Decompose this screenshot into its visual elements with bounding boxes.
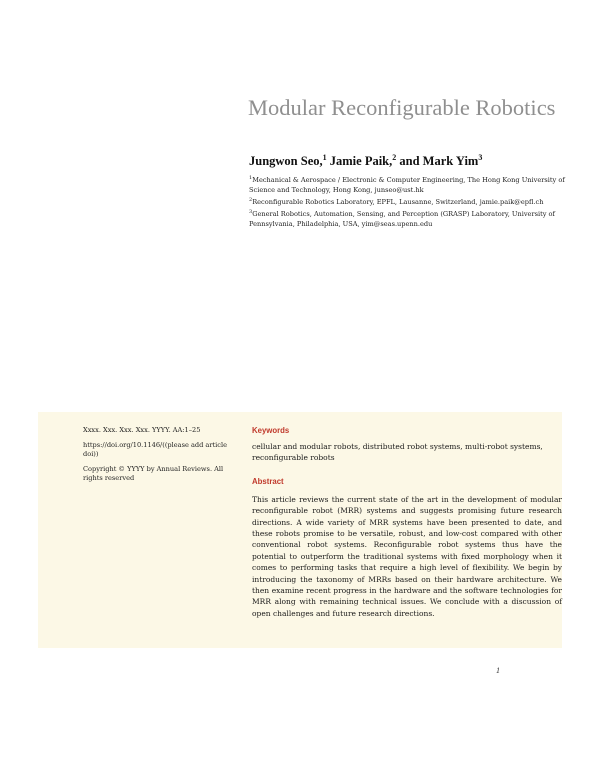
affiliation-mark: 3 [249,209,253,215]
citation-info: Xxxx. Xxx. Xxx. Xxx. YYYY. AA:1–25 [83,426,201,434]
doi-link[interactable]: https://doi.org/10.1146/((please add article doi)) [83,440,227,459]
affiliation-mark: 2 [249,197,253,203]
paper-title: Modular Reconfigurable Robotics [248,95,556,120]
author-affiliation-mark: 3 [478,153,483,162]
keywords-text: cellular and modular robots, distributed robot systems, multi-robot systems, reconfigurable robots [252,442,543,463]
affiliation [249,207,579,229]
affiliation-text: General Robotics, Automation, Sensing, and Perception (GRASP) Laboratory, University of Pennsylvania, Philadelphia, USA, yim@seas.upenn.edu [249,210,555,228]
affiliations [249,173,579,229]
affiliation-text: Reconfigurable Robotics Laboratory, EPFL, Lausanne, Switzerland, jamie.paik@epfl.ch [252,198,544,206]
author-affiliation-mark: 2 [392,153,397,162]
affiliation [249,173,579,195]
author-affiliation-mark: 1 [322,153,327,162]
affiliation-mark: 1 [249,175,253,181]
author-name: and Mark Yim [396,154,479,168]
page-number: 1 [496,666,500,675]
affiliation [249,195,579,207]
article-info-sidebar [83,426,233,489]
keywords-heading: Keywords [252,426,290,435]
author-name: Jungwon Seo, [249,154,323,168]
author-name: Jamie Paik, [326,154,393,168]
copyright-notice: Copyright © YYYY by Annual Reviews. All rights reserved [83,464,224,483]
abstract-text: This article reviews the current state of the art in the development of modular reconfigurable robot (MRR) systems and suggests promising future research directions. A wide variety of MRR systems have been presented to date, and these robots promise to be versatile, robust, and low-cost compared with other conventional robot systems. Reconfigurable robot systems thus have the potential to outperform the traditional systems with fixed morphology when it comes to performing tasks that require a high level of flexibility. We begin by introducing the taxonomy of MRRs based on their hardware architecture. We then examine recent progress in the hardware and the software technologies for MRR along with remaining technical issues. We conclude with a discussion of open challenges and future research directions. [252,494,562,618]
author-list [249,153,579,169]
affiliation-text: Mechanical & Aerospace / Electronic & Computer Engineering, The Hong Kong University of Science and Technology, Hong Kong, junseo@ust.hk [249,176,565,194]
abstract-heading: Abstract [252,476,284,486]
abstract-section [252,426,562,619]
